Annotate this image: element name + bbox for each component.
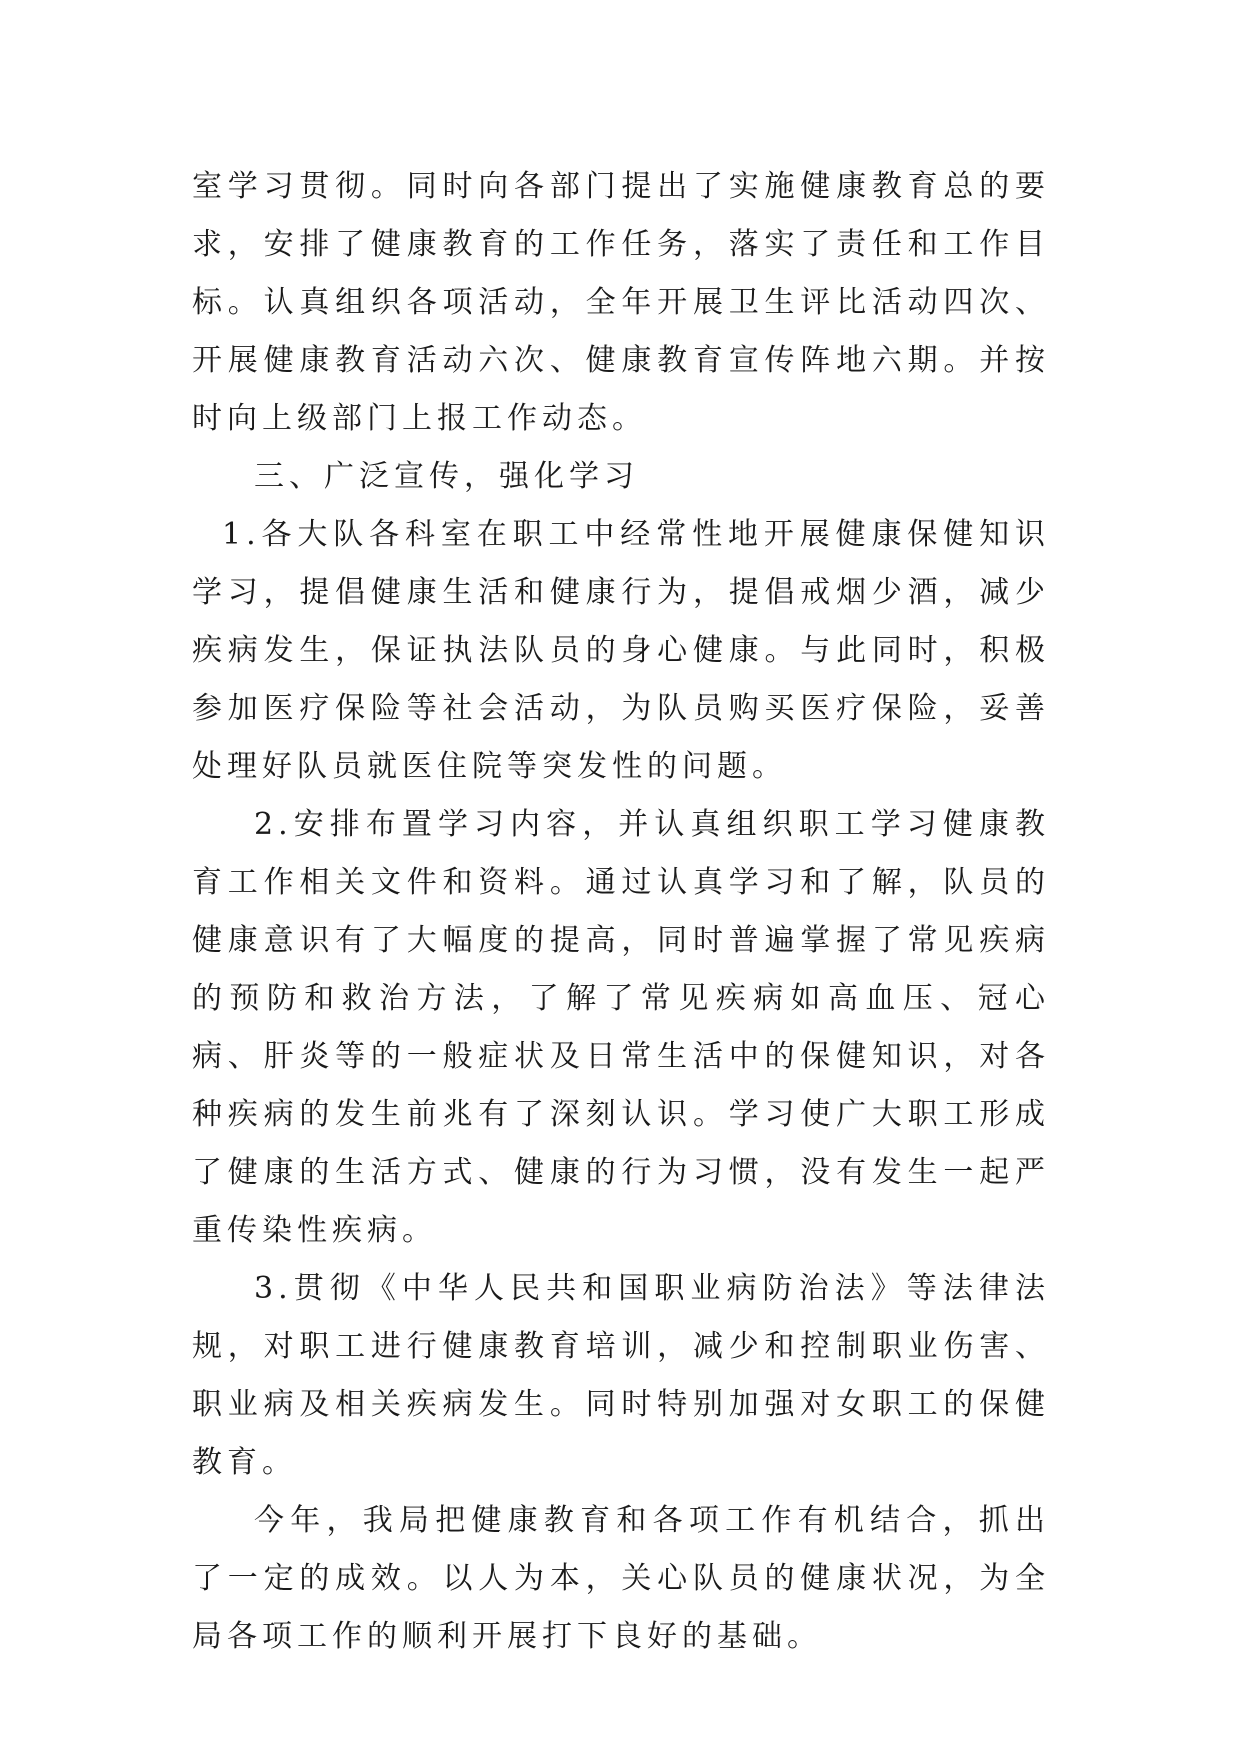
paragraph-work-summary: 室学习贯彻。同时向各部门提出了实施健康教育总的要求，安排了健康教育的工作任务，落实了责任和工作目标。认真组织各项活动，全年开展卫生评比活动四次、开展健康教育活动六次、健康教育宣传阵地六期。并按时向上级部门上报工作动态。 [192, 169, 1050, 436]
paragraph-item-1: 1.各大队各科室在职工中经常性地开展健康保健知识学习，提倡健康生活和健康行为，提倡戒烟少酒，减少疾病发生，保证执法队员的身心健康。与此同时，积极参加医疗保险等社会活动，为队员购买医疗保险，妥善处理好队员就医住院等突发性的问题。 [192, 517, 1050, 784]
document-body [192, 158, 1050, 1666]
section-heading: 三、广泛宣传，强化学习 [254, 459, 639, 494]
paragraph-item-2: 2.安排布置学习内容，并认真组织职工学习健康教育工作相关文件和资料。通过认真学习和了解，队员的健康意识有了大幅度的提高，同时普遍掌握了常见疾病的预防和救治方法，了解了常见疾病如高血压、冠心病、肝炎等的一般症状及日常生活中的保健知识，对各种疾病的发生前兆有了深刻认识。学习使广大职工形成了健康的生活方式、健康的行为习惯，没有发生一起严重传染性疾病。 [192, 807, 1050, 1248]
paragraph-conclusion: 今年，我局把健康教育和各项工作有机结合，抓出了一定的成效。以人为本，关心队员的健康状况，为全局各项工作的顺利开展打下良好的基础。 [192, 1503, 1050, 1654]
paragraph-item-3: 3.贯彻《中华人民共和国职业病防治法》等法律法规，对职工进行健康教育培训，减少和控制职业伤害、职业病及相关疾病发生。同时特别加强对女职工的保健教育。 [192, 1271, 1050, 1480]
